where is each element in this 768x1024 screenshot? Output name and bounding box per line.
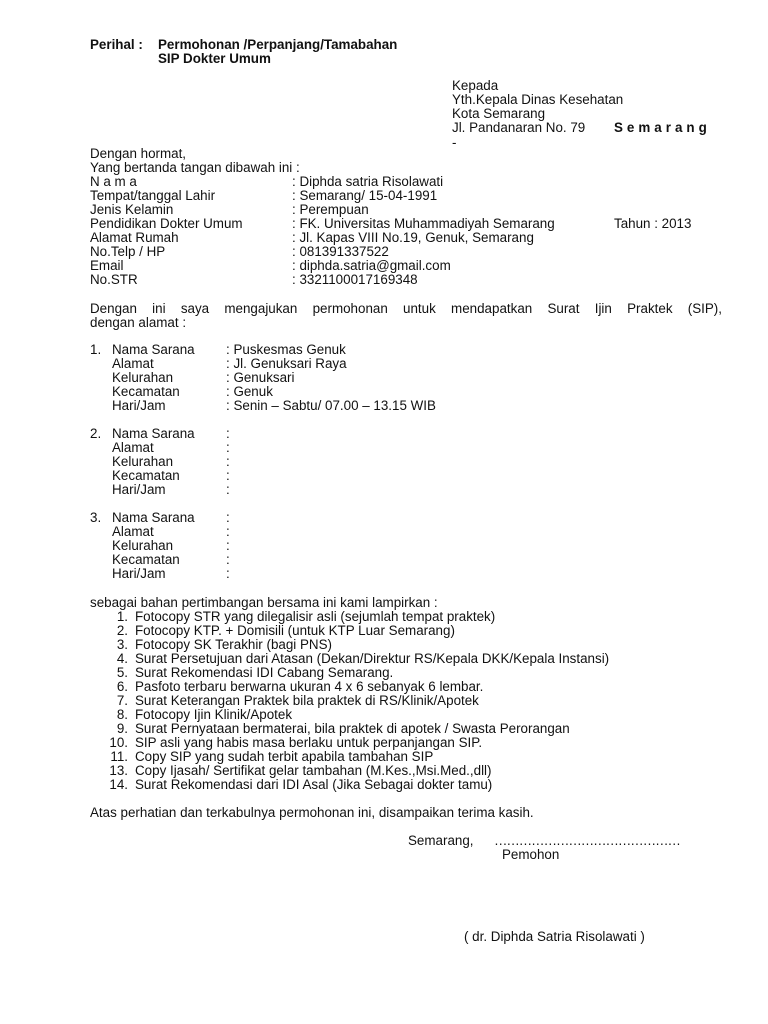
attachment-number: 1. bbox=[116, 609, 128, 624]
signature-name: ( dr. Diphda Satria Risolawati ) bbox=[464, 929, 645, 944]
applicant-value: : 081391337522 bbox=[292, 244, 389, 259]
sarana-field-label: Hari/Jam bbox=[112, 482, 166, 497]
sarana-field-label: Kelurahan bbox=[112, 538, 174, 553]
sarana-field-value: : Senin – Sabtu/ 07.00 – 13.15 WIB bbox=[226, 398, 436, 413]
attachment-item: Pasfoto terbaru berwarna ukuran 4 x 6 sebanyak 6 lembar. bbox=[135, 679, 484, 694]
signature-date-blank: ……………………………………… bbox=[494, 833, 680, 848]
recipient-yth: Yth.Kepala Dinas Kesehatan bbox=[452, 92, 624, 107]
sarana-field-value: : bbox=[226, 524, 230, 539]
sarana-field-value: : bbox=[226, 552, 230, 567]
attachment-item: Fotocopy Ijin Klinik/Apotek bbox=[135, 707, 293, 722]
signature-place: Semarang, bbox=[408, 833, 474, 848]
signature-role: Pemohon bbox=[502, 847, 560, 862]
sarana-field-value: : bbox=[226, 482, 230, 497]
applicant-value: : FK. Universitas Muhammadiyah Semarang bbox=[292, 216, 555, 231]
sarana-field-label: Nama Sarana bbox=[112, 510, 195, 525]
graduation-year: Tahun : 2013 bbox=[614, 216, 692, 231]
attachment-item: Surat Persetujuan dari Atasan (Dekan/Direktur RS/Kepala DKK/Kepala Instansi) bbox=[135, 651, 610, 666]
attachment-item: Surat Rekomendasi IDI Cabang Semarang. bbox=[135, 665, 394, 680]
attachment-item: Copy SIP yang sudah terbit apabila tambahan SIP bbox=[135, 749, 434, 764]
applicant-value: : diphda.satria@gmail.com bbox=[292, 258, 451, 273]
attachment-number: 6. bbox=[116, 679, 128, 694]
attachment-item: SIP asli yang habis masa berlaku untuk perpanjangan SIP. bbox=[135, 735, 483, 750]
applicant-value: : Diphda satria Risolawati bbox=[292, 174, 444, 189]
greeting: Dengan hormat, bbox=[90, 146, 187, 161]
sarana-field-value: : Puskesmas Genuk bbox=[226, 342, 346, 357]
request-line1: Dengan ini saya mengajukan permohonan untuk mendapatkan Surat Ijin Praktek (SIP), bbox=[90, 301, 722, 316]
attachment-item: Fotocopy SK Terakhir (bagi PNS) bbox=[135, 637, 332, 652]
sarana-field-value: : bbox=[226, 538, 230, 553]
sarana-field-value: : bbox=[226, 510, 230, 525]
sarana-field-label: Alamat bbox=[112, 356, 154, 371]
sarana-field-value: : Jl. Genuksari Raya bbox=[226, 356, 347, 371]
applicant-value: : Jl. Kapas VIII No.19, Genuk, Semarang bbox=[292, 230, 534, 245]
attachment-item: Fotocopy STR yang dilegalisir asli (sejumlah tempat praktek) bbox=[135, 609, 496, 624]
applicant-value: : Perempuan bbox=[292, 202, 369, 217]
recipient-city: Semarang bbox=[614, 120, 711, 135]
applicant-label: Jenis Kelamin bbox=[90, 202, 174, 217]
sarana-field-label: Hari/Jam bbox=[112, 398, 166, 413]
attachment-item: Surat Rekomendasi dari IDI Asal (Jika Sebagai dokter tamu) bbox=[135, 777, 493, 792]
applicant-label: N a m a bbox=[90, 174, 137, 189]
attachment-number: 8. bbox=[116, 707, 128, 722]
attachment-number: 4. bbox=[116, 651, 128, 666]
attachment-number: 11. bbox=[110, 749, 128, 764]
sarana-field-label: Kecamatan bbox=[112, 468, 180, 483]
request-line2: dengan alamat : bbox=[90, 315, 187, 330]
sarana-field-value: : bbox=[226, 440, 230, 455]
attachment-item: Surat Keterangan Praktek bila praktek di RS/Klinik/Apotek bbox=[135, 693, 479, 708]
sarana-field-label: Nama Sarana bbox=[112, 342, 195, 357]
attachment-number: 9. bbox=[116, 721, 128, 736]
sarana-field-value: : bbox=[226, 426, 230, 441]
attachment-number: 14. bbox=[109, 777, 128, 792]
attachment-item: Surat Pernyataan bermaterai, bila praktek di apotek / Swasta Perorangan bbox=[135, 721, 570, 736]
sarana-field-label: Alamat bbox=[112, 440, 154, 455]
sarana-field-label: Kelurahan bbox=[112, 370, 174, 385]
sarana-field-label: Nama Sarana bbox=[112, 426, 195, 441]
applicant-label: Pendidikan Dokter Umum bbox=[90, 216, 243, 231]
applicant-label: Tempat/tanggal Lahir bbox=[90, 188, 216, 203]
sarana-field-label: Kecamatan bbox=[112, 384, 180, 399]
recipient-kepada: Kepada bbox=[452, 78, 499, 93]
sarana-number: 2. bbox=[90, 426, 102, 441]
applicant-value: : Semarang/ 15-04-1991 bbox=[292, 188, 438, 203]
sarana-field-label: Alamat bbox=[112, 524, 154, 539]
applicant-value: : 3321100017169348 bbox=[292, 272, 418, 287]
sarana-field-label: Kelurahan bbox=[112, 454, 174, 469]
attachment-item: Fotocopy KTP. + Domisili (untuk KTP Luar Semarang) bbox=[135, 623, 455, 638]
attachment-number: 3. bbox=[116, 637, 128, 652]
applicant-label: No.STR bbox=[90, 272, 138, 287]
intro-text: Yang bertanda tangan dibawah ini : bbox=[90, 160, 300, 175]
attachment-number: 10. bbox=[109, 735, 128, 750]
attachment-number: 13. bbox=[109, 763, 128, 778]
sarana-field-value: : bbox=[226, 566, 230, 581]
applicant-label: No.Telp / HP bbox=[90, 244, 166, 259]
sarana-number: 1. bbox=[90, 342, 102, 357]
perihal-line2: SIP Dokter Umum bbox=[158, 51, 271, 66]
sarana-field-label: Kecamatan bbox=[112, 552, 180, 567]
closing-text: Atas perhatian dan terkabulnya permohonan ini, disampaikan terima kasih. bbox=[90, 805, 534, 820]
sarana-field-value: : Genuk bbox=[226, 384, 273, 399]
recipient-kota: Kota Semarang bbox=[452, 106, 546, 121]
recipient-address: Jl. Pandanaran No. 79 bbox=[452, 120, 586, 135]
perihal-line1: Permohonan /Perpanjang/Tamabahan bbox=[158, 37, 398, 52]
sarana-field-value: : bbox=[226, 468, 230, 483]
recipient-dash: - bbox=[452, 135, 457, 150]
attachment-number: 7. bbox=[116, 693, 128, 708]
applicant-label: Email bbox=[90, 258, 124, 273]
attachment-number: 2. bbox=[116, 623, 128, 638]
attachment-number: 5. bbox=[116, 665, 128, 680]
perihal-label: Perihal : bbox=[90, 37, 143, 52]
sarana-field-label: Hari/Jam bbox=[112, 566, 166, 581]
attachment-item: Copy Ijasah/ Sertifikat gelar tambahan (M.Kes.,Msi.Med.,dll) bbox=[135, 763, 492, 778]
applicant-label: Alamat Rumah bbox=[90, 230, 179, 245]
sarana-number: 3. bbox=[90, 510, 102, 525]
sarana-field-value: : Genuksari bbox=[226, 370, 295, 385]
sarana-field-value: : bbox=[226, 454, 230, 469]
attachments-intro: sebagai bahan pertimbangan bersama ini kami lampirkan : bbox=[90, 595, 438, 610]
